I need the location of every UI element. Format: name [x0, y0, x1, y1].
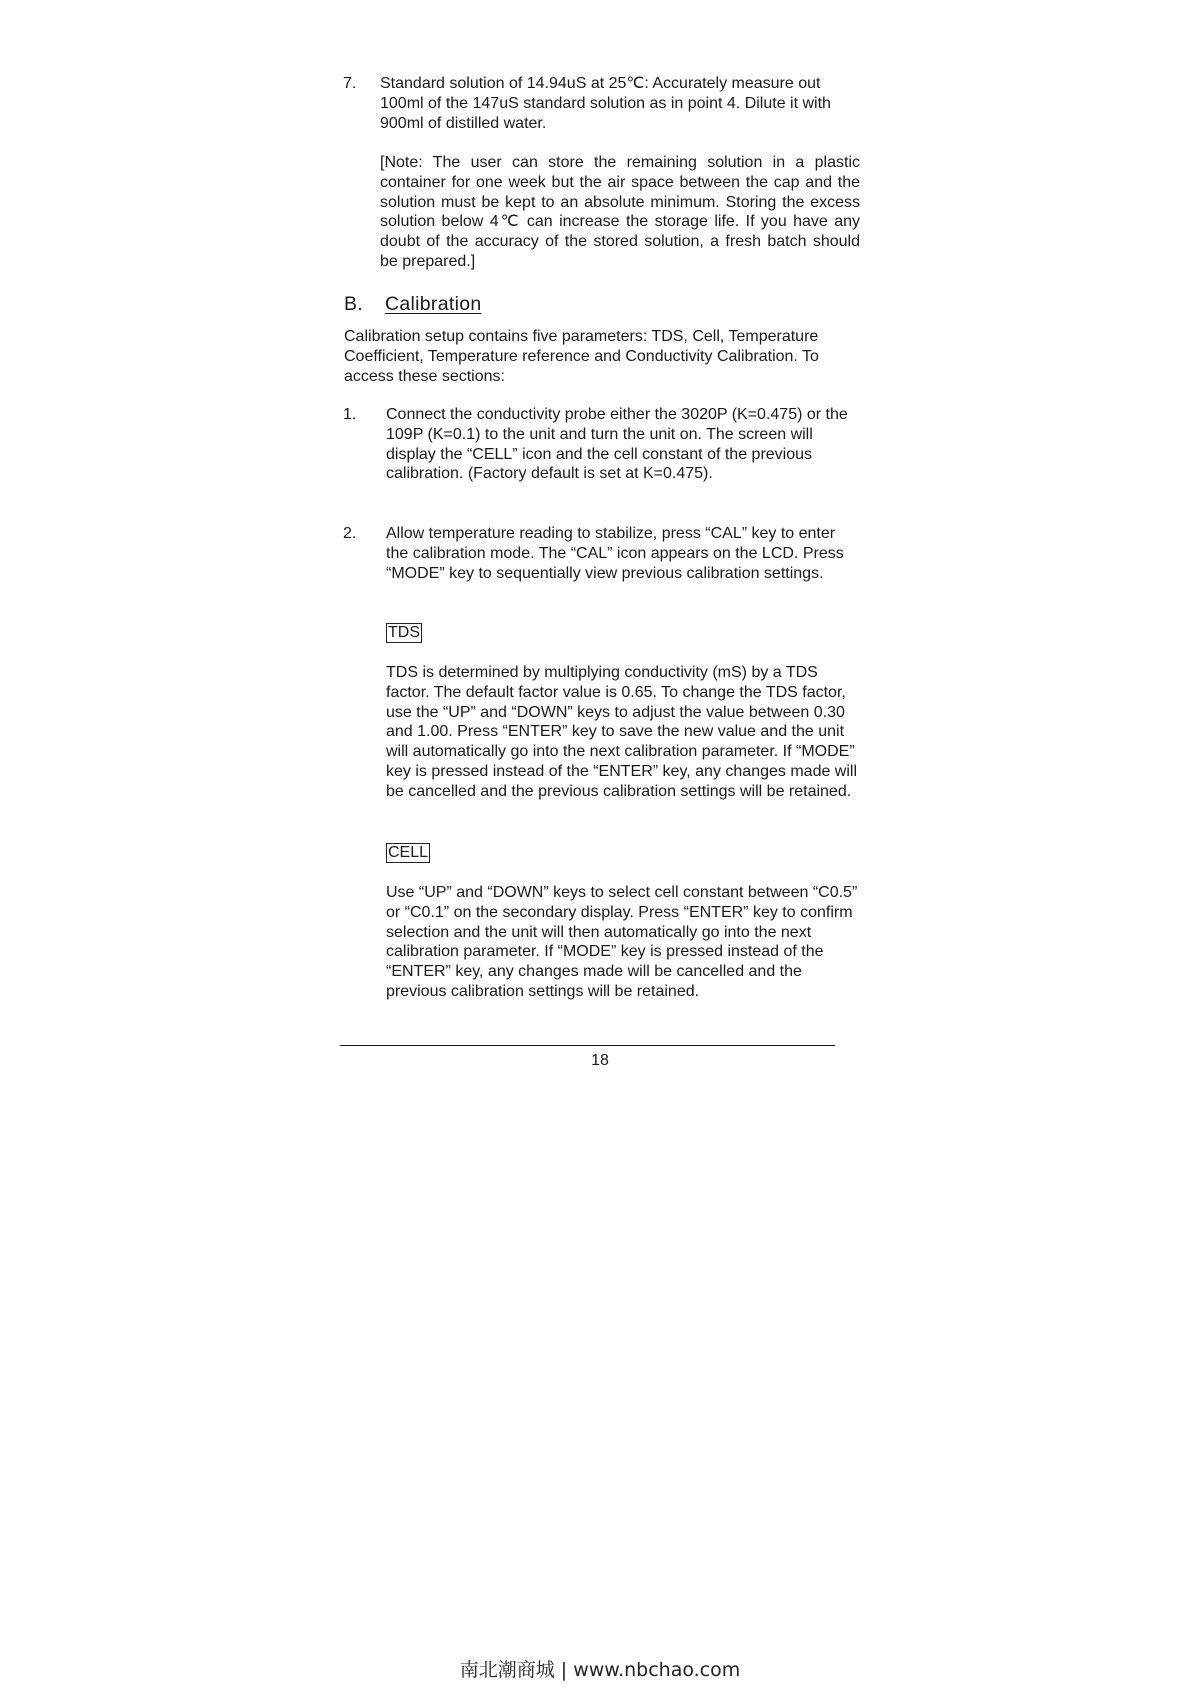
step2-text: Allow temperature reading to stabilize, press “CAL” key to enter the calibration mode. The “CAL” icon appears on the LCD. Press “MODE” key to sequentially view previous calibration settings.: [386, 525, 844, 582]
section-title: Calibration: [385, 293, 482, 315]
cell-label-box: CELL: [388, 844, 429, 861]
page-number: 18: [591, 1052, 609, 1069]
tds-description: TDS is determined by multiplying conductivity (mS) by a TDS factor. The default factor value is 0.65. To change the TDS factor, use the “UP” and “DOWN” keys to adjust the value between 0.30 and 1.00. Press “ENTER” key to save the new value and the unit will automatically go into the next calibration parameter. If “MODE” key is pressed instead of the “ENTER” key, any changes made will be cancelled and the previous calibration settings will be retained.: [386, 664, 858, 800]
section-heading: [344, 292, 482, 316]
site-watermark: 南北潮商城 | www.nbchao.com: [459, 1659, 741, 1681]
cell-description: Use “UP” and “DOWN” keys to select cell constant between “C0.5” or “C0.1” on the secondary display. Press “ENTER” key to confirm selection and the unit will then automatically go into the next calibration parameter. If “MODE” key is pressed instead of the “ENTER” key, any changes made will be cancelled and the previous calibration settings will be retained.: [386, 884, 858, 1000]
item7-text: Standard solution of 14.94uS at 25℃: Accurately measure out 100ml of the 147uS standard solution as in point 4. Dilute it with 900ml of distilled water.: [380, 75, 831, 132]
section-intro: Calibration setup contains five parameters: TDS, Cell, Temperature Coefficient, Temperature reference and Conductivity Calibration. To access these sections:: [344, 328, 819, 385]
footer-rule: [340, 1045, 835, 1046]
list-number-7: 7.: [343, 75, 357, 92]
list-number-1: 1.: [343, 406, 357, 423]
list-number-2: 2.: [343, 525, 357, 542]
storage-note: [Note: The user can store the remaining solution in a plastic container for one week but the air space between the cap and the solution must be kept to an absolute minimum. Storing the excess solution below 4℃ can increase the storage life. If you have any doubt of the accuracy of the stored solution, a fresh batch should be prepared.]: [380, 154, 860, 270]
tds-label-box: TDS: [388, 624, 420, 641]
section-letter: B.: [344, 293, 364, 315]
step1-text: Connect the conductivity probe either the 3020P (K=0.475) or the 109P (K=0.1) to the unit and turn the unit on. The screen will display the “CELL” icon and the cell constant of the previous calibration. (Factory default is set at K=0.475).: [386, 406, 848, 483]
